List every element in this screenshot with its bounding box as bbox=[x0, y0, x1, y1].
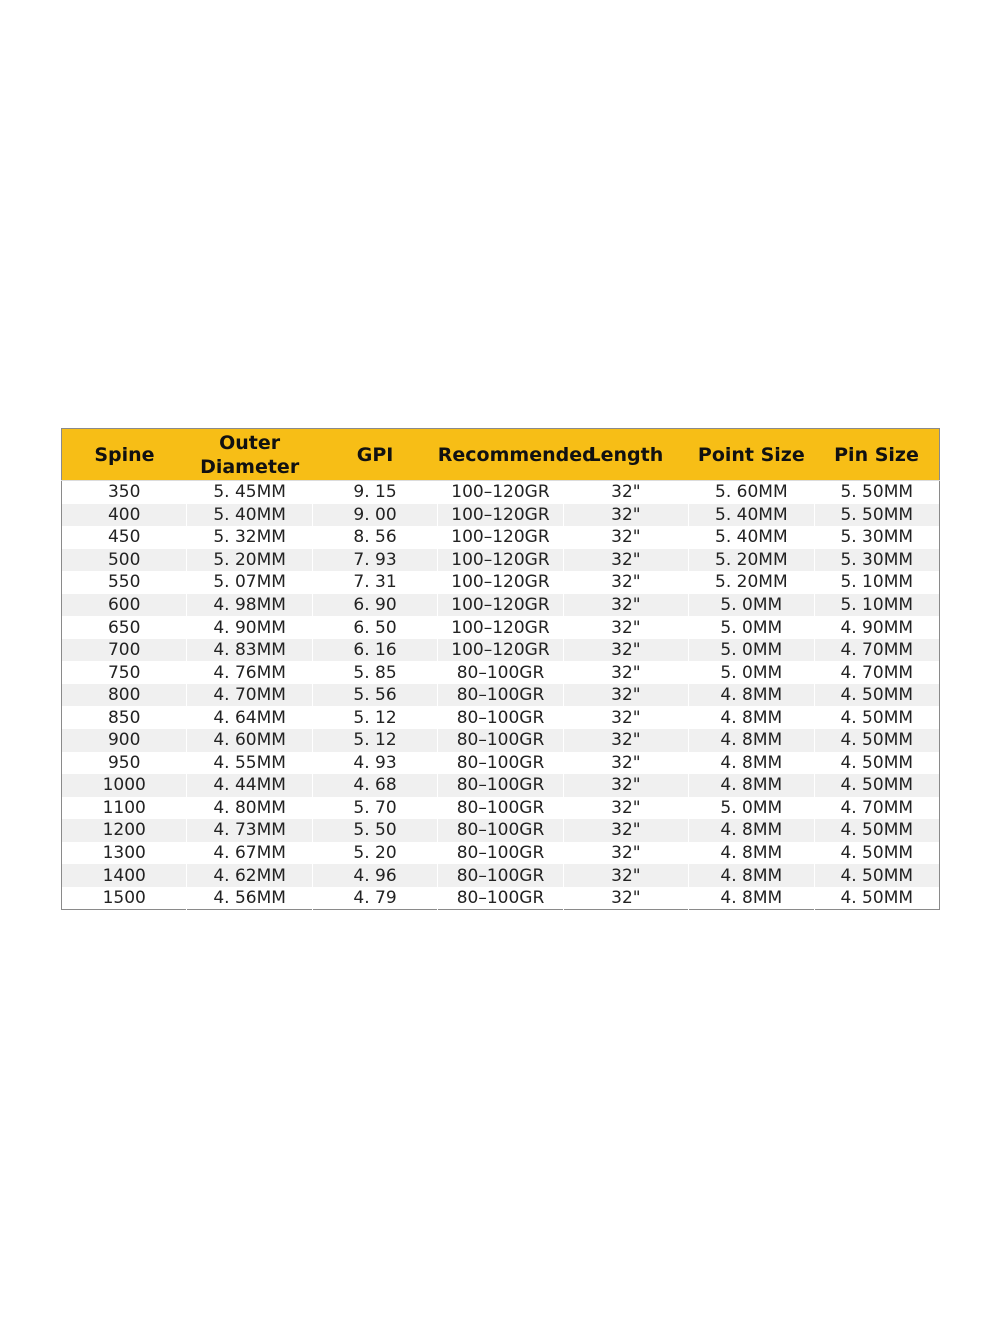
cell-outer-diameter: 4. 83MM bbox=[187, 639, 312, 662]
header-gpi: GPI bbox=[312, 429, 437, 481]
cell-recommended: 80–100GR bbox=[438, 752, 563, 775]
cell-gpi: 5. 12 bbox=[312, 729, 437, 752]
cell-pin-size: 4. 70MM bbox=[814, 639, 939, 662]
cell-length: 32" bbox=[563, 797, 688, 820]
cell-length: 32" bbox=[563, 639, 688, 662]
cell-gpi: 4. 79 bbox=[312, 887, 437, 910]
cell-spine: 1300 bbox=[62, 842, 187, 865]
cell-recommended: 100–120GR bbox=[438, 616, 563, 639]
cell-spine: 350 bbox=[62, 481, 187, 504]
cell-length: 32" bbox=[563, 526, 688, 549]
cell-outer-diameter: 4. 62MM bbox=[187, 864, 312, 887]
table-row bbox=[62, 594, 940, 617]
cell-recommended: 100–120GR bbox=[438, 594, 563, 617]
cell-point-size: 5. 0MM bbox=[689, 661, 814, 684]
cell-pin-size: 4. 50MM bbox=[814, 842, 939, 865]
cell-gpi: 6. 50 bbox=[312, 616, 437, 639]
table-body bbox=[62, 481, 940, 910]
table-row bbox=[62, 504, 940, 527]
cell-gpi: 5. 85 bbox=[312, 661, 437, 684]
cell-gpi: 4. 93 bbox=[312, 752, 437, 775]
cell-outer-diameter: 4. 98MM bbox=[187, 594, 312, 617]
cell-outer-diameter: 5. 20MM bbox=[187, 549, 312, 572]
cell-pin-size: 4. 50MM bbox=[814, 864, 939, 887]
table-row bbox=[62, 549, 940, 572]
cell-spine: 650 bbox=[62, 616, 187, 639]
cell-outer-diameter: 5. 32MM bbox=[187, 526, 312, 549]
cell-outer-diameter: 4. 55MM bbox=[187, 752, 312, 775]
cell-pin-size: 4. 50MM bbox=[814, 706, 939, 729]
cell-spine: 550 bbox=[62, 571, 187, 594]
table-row bbox=[62, 819, 940, 842]
cell-length: 32" bbox=[563, 752, 688, 775]
table-row bbox=[62, 729, 940, 752]
cell-outer-diameter: 4. 80MM bbox=[187, 797, 312, 820]
cell-length: 32" bbox=[563, 864, 688, 887]
table-row bbox=[62, 639, 940, 662]
cell-pin-size: 5. 10MM bbox=[814, 571, 939, 594]
cell-recommended: 80–100GR bbox=[438, 887, 563, 910]
cell-outer-diameter: 5. 45MM bbox=[187, 481, 312, 504]
cell-point-size: 4. 8MM bbox=[689, 706, 814, 729]
cell-point-size: 4. 8MM bbox=[689, 684, 814, 707]
header-length: Length bbox=[563, 429, 688, 481]
cell-gpi: 4. 96 bbox=[312, 864, 437, 887]
cell-point-size: 4. 8MM bbox=[689, 842, 814, 865]
cell-recommended: 100–120GR bbox=[438, 549, 563, 572]
cell-point-size: 4. 8MM bbox=[689, 729, 814, 752]
cell-point-size: 5. 60MM bbox=[689, 481, 814, 504]
cell-point-size: 5. 20MM bbox=[689, 549, 814, 572]
cell-point-size: 5. 40MM bbox=[689, 526, 814, 549]
cell-spine: 400 bbox=[62, 504, 187, 527]
table-row bbox=[62, 774, 940, 797]
cell-spine: 900 bbox=[62, 729, 187, 752]
cell-pin-size: 4. 70MM bbox=[814, 797, 939, 820]
table-row bbox=[62, 752, 940, 775]
cell-gpi: 5. 50 bbox=[312, 819, 437, 842]
cell-length: 32" bbox=[563, 842, 688, 865]
cell-gpi: 7. 93 bbox=[312, 549, 437, 572]
cell-pin-size: 5. 30MM bbox=[814, 526, 939, 549]
cell-spine: 1000 bbox=[62, 774, 187, 797]
cell-length: 32" bbox=[563, 684, 688, 707]
cell-spine: 600 bbox=[62, 594, 187, 617]
cell-pin-size: 4. 50MM bbox=[814, 774, 939, 797]
cell-outer-diameter: 5. 07MM bbox=[187, 571, 312, 594]
arrow-spec-table bbox=[61, 428, 940, 910]
cell-recommended: 80–100GR bbox=[438, 729, 563, 752]
cell-recommended: 80–100GR bbox=[438, 684, 563, 707]
cell-length: 32" bbox=[563, 706, 688, 729]
table-row bbox=[62, 571, 940, 594]
cell-outer-diameter: 4. 56MM bbox=[187, 887, 312, 910]
cell-point-size: 4. 8MM bbox=[689, 752, 814, 775]
cell-length: 32" bbox=[563, 571, 688, 594]
table-row bbox=[62, 864, 940, 887]
cell-outer-diameter: 4. 70MM bbox=[187, 684, 312, 707]
table-row bbox=[62, 526, 940, 549]
cell-spine: 750 bbox=[62, 661, 187, 684]
header-pin-size: Pin Size bbox=[814, 429, 939, 481]
cell-gpi: 4. 68 bbox=[312, 774, 437, 797]
cell-point-size: 5. 0MM bbox=[689, 639, 814, 662]
table-row bbox=[62, 887, 940, 910]
cell-recommended: 100–120GR bbox=[438, 481, 563, 504]
table-row bbox=[62, 616, 940, 639]
cell-pin-size: 4. 50MM bbox=[814, 887, 939, 910]
cell-recommended: 80–100GR bbox=[438, 774, 563, 797]
table-row bbox=[62, 842, 940, 865]
cell-gpi: 6. 16 bbox=[312, 639, 437, 662]
cell-pin-size: 4. 70MM bbox=[814, 661, 939, 684]
cell-length: 32" bbox=[563, 729, 688, 752]
header-outer-diameter: Outer Diameter bbox=[187, 429, 312, 481]
cell-pin-size: 4. 50MM bbox=[814, 729, 939, 752]
cell-length: 32" bbox=[563, 504, 688, 527]
cell-spine: 1100 bbox=[62, 797, 187, 820]
cell-point-size: 5. 0MM bbox=[689, 616, 814, 639]
cell-gpi: 9. 15 bbox=[312, 481, 437, 504]
cell-outer-diameter: 4. 64MM bbox=[187, 706, 312, 729]
cell-point-size: 5. 0MM bbox=[689, 594, 814, 617]
cell-length: 32" bbox=[563, 661, 688, 684]
cell-gpi: 5. 56 bbox=[312, 684, 437, 707]
cell-point-size: 5. 20MM bbox=[689, 571, 814, 594]
cell-point-size: 4. 8MM bbox=[689, 774, 814, 797]
cell-recommended: 80–100GR bbox=[438, 706, 563, 729]
cell-gpi: 7. 31 bbox=[312, 571, 437, 594]
cell-gpi: 5. 12 bbox=[312, 706, 437, 729]
cell-spine: 1400 bbox=[62, 864, 187, 887]
cell-recommended: 100–120GR bbox=[438, 571, 563, 594]
cell-spine: 500 bbox=[62, 549, 187, 572]
cell-recommended: 100–120GR bbox=[438, 639, 563, 662]
cell-gpi: 8. 56 bbox=[312, 526, 437, 549]
cell-recommended: 80–100GR bbox=[438, 797, 563, 820]
cell-outer-diameter: 4. 60MM bbox=[187, 729, 312, 752]
cell-recommended: 100–120GR bbox=[438, 504, 563, 527]
cell-gpi: 9. 00 bbox=[312, 504, 437, 527]
cell-spine: 950 bbox=[62, 752, 187, 775]
header-recommended: Recommended bbox=[438, 429, 563, 481]
cell-outer-diameter: 4. 67MM bbox=[187, 842, 312, 865]
cell-pin-size: 5. 30MM bbox=[814, 549, 939, 572]
cell-pin-size: 5. 50MM bbox=[814, 504, 939, 527]
cell-spine: 850 bbox=[62, 706, 187, 729]
cell-length: 32" bbox=[563, 616, 688, 639]
cell-length: 32" bbox=[563, 819, 688, 842]
cell-point-size: 4. 8MM bbox=[689, 819, 814, 842]
cell-pin-size: 4. 50MM bbox=[814, 684, 939, 707]
cell-spine: 1500 bbox=[62, 887, 187, 910]
cell-recommended: 80–100GR bbox=[438, 864, 563, 887]
cell-pin-size: 5. 50MM bbox=[814, 481, 939, 504]
cell-recommended: 80–100GR bbox=[438, 842, 563, 865]
cell-spine: 800 bbox=[62, 684, 187, 707]
cell-length: 32" bbox=[563, 887, 688, 910]
cell-length: 32" bbox=[563, 594, 688, 617]
cell-outer-diameter: 4. 90MM bbox=[187, 616, 312, 639]
cell-recommended: 80–100GR bbox=[438, 661, 563, 684]
cell-length: 32" bbox=[563, 549, 688, 572]
cell-point-size: 4. 8MM bbox=[689, 864, 814, 887]
cell-outer-diameter: 5. 40MM bbox=[187, 504, 312, 527]
cell-gpi: 5. 20 bbox=[312, 842, 437, 865]
cell-length: 32" bbox=[563, 481, 688, 504]
table-row bbox=[62, 481, 940, 504]
header-point-size: Point Size bbox=[689, 429, 814, 481]
cell-pin-size: 4. 50MM bbox=[814, 752, 939, 775]
cell-spine: 450 bbox=[62, 526, 187, 549]
cell-spine: 700 bbox=[62, 639, 187, 662]
cell-recommended: 100–120GR bbox=[438, 526, 563, 549]
header-spine: Spine bbox=[62, 429, 187, 481]
cell-pin-size: 4. 90MM bbox=[814, 616, 939, 639]
cell-pin-size: 4. 50MM bbox=[814, 819, 939, 842]
cell-pin-size: 5. 10MM bbox=[814, 594, 939, 617]
cell-outer-diameter: 4. 44MM bbox=[187, 774, 312, 797]
header-row bbox=[62, 429, 940, 481]
table-row bbox=[62, 706, 940, 729]
table-row bbox=[62, 684, 940, 707]
cell-point-size: 5. 0MM bbox=[689, 797, 814, 820]
cell-outer-diameter: 4. 73MM bbox=[187, 819, 312, 842]
cell-gpi: 6. 90 bbox=[312, 594, 437, 617]
cell-gpi: 5. 70 bbox=[312, 797, 437, 820]
table-row bbox=[62, 797, 940, 820]
cell-length: 32" bbox=[563, 774, 688, 797]
cell-point-size: 5. 40MM bbox=[689, 504, 814, 527]
table-row bbox=[62, 661, 940, 684]
cell-recommended: 80–100GR bbox=[438, 819, 563, 842]
cell-outer-diameter: 4. 76MM bbox=[187, 661, 312, 684]
cell-point-size: 4. 8MM bbox=[689, 887, 814, 910]
cell-spine: 1200 bbox=[62, 819, 187, 842]
